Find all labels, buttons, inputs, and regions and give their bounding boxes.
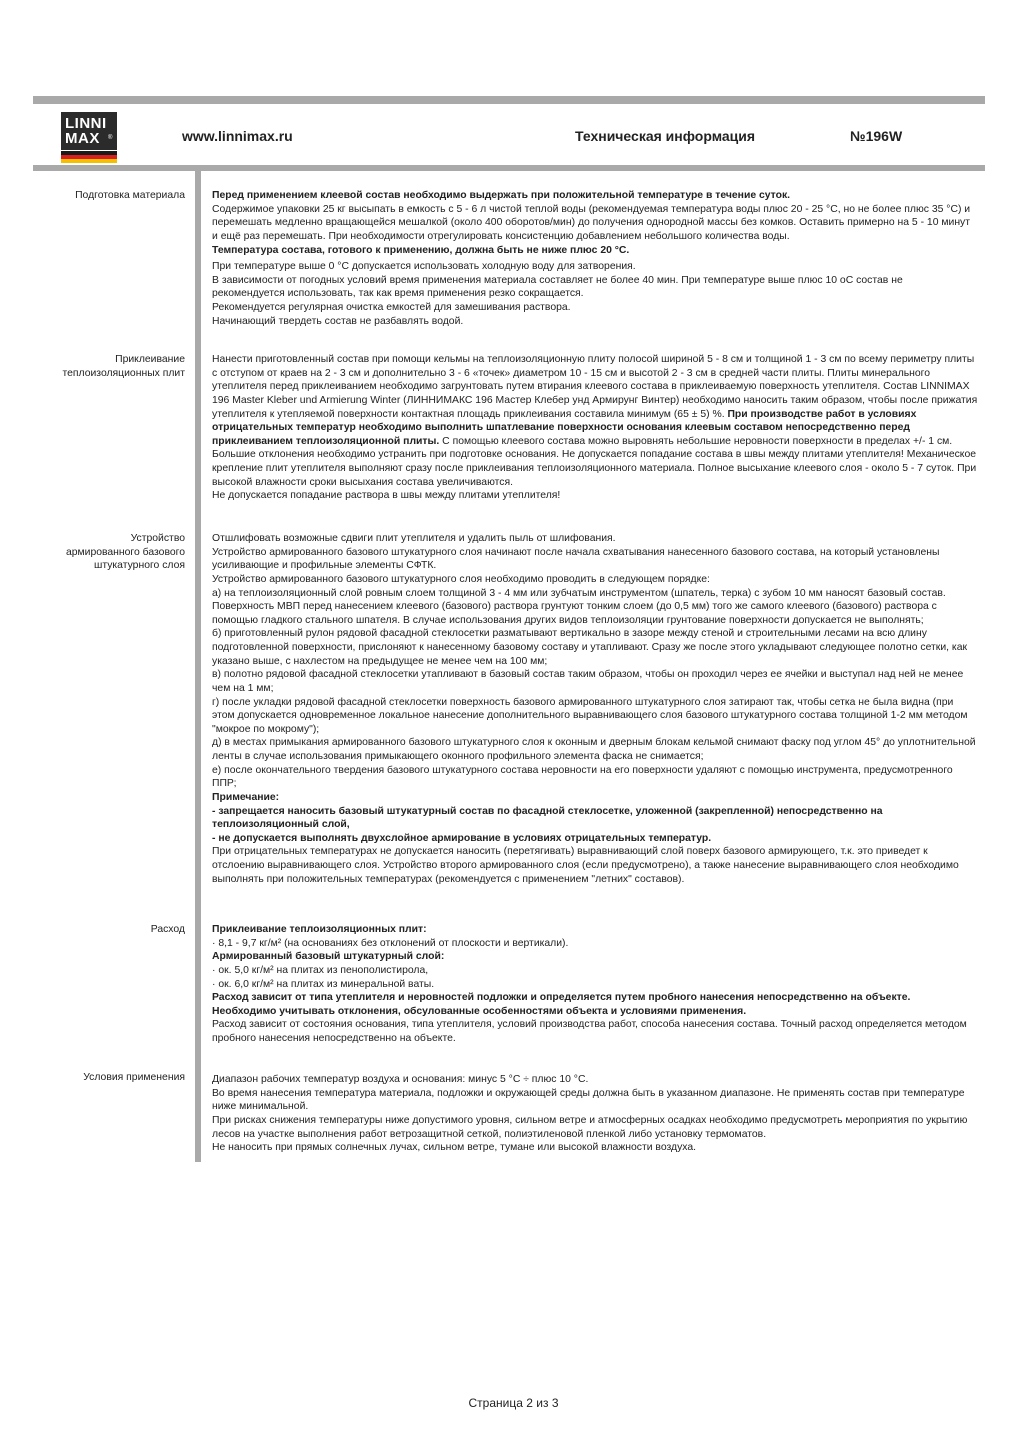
paragraph: а) на теплоизоляционный слой ровным слоем толщиной 3 - 4 мм или зубчатым инструментом (шпатель, терка) с зубом 10 мм наносят базовый состав. Поверхность МВП перед нанесением клеевого (базового) раствора грунтуют тонким слоем (до 0,5 мм) того же самого клеевого (базового) раствора с помощью гладкого стального шпателя. В случае использования других видов теплоизоляции грунтование поверхности допускается не выполнять; — [212, 587, 946, 626]
paragraph: Не допускается попадание раствора в швы между плитами утеплителя! — [212, 490, 561, 502]
section-label-preparation — [75, 189, 185, 203]
header-top-rule — [33, 96, 985, 104]
section-body-conditions — [212, 1073, 978, 1155]
page-word: Страница — [468, 1396, 523, 1410]
paragraph: Диапазон рабочих температур воздуха и основания: минус 5 °С ÷ плюс 10 °С. — [212, 1074, 589, 1085]
document-title: Техническая информация — [575, 128, 756, 144]
section-body-consumption — [212, 923, 978, 1046]
header-bottom-rule — [33, 165, 985, 171]
paragraph: Не наносить при прямых солнечных лучах, сильном ветре, тумане или высокой влажности воздуха. — [212, 1142, 697, 1154]
page-total: 3 — [551, 1396, 559, 1410]
document-number: №196W — [850, 128, 903, 144]
section-label-line: армированного базового — [65, 546, 185, 558]
text-run: Нанести приготовленный состав при помощи кельмы на теплоизоляционную плиту полосой шириной 5 - 8 см и толщиной 1 - 3 см по всему периметру плиты с отступом от краев на 2 - 3 см и дополнительно 3 - 6 «точек» диаметром 10 - 15 см и высотой 2 - 3 см в средней части плиты. Плиты минерального утеплителя перед приклеиванием необходимо загрунтовать путем втирания клеевого состава в приклеиваемую поверхность утеплителя. Состав LINNIMAX 196 Master Kleber und Armierung Winter (ЛИННИМАКС 196 Мастер Клебер унд Армирунг Винтер) необходимо наносить таким образом, чтобы после прижатия утеплителя к утепляемой поверхности контактная площадь приклеивания составила минимум (65 ± 5) %. — [212, 354, 978, 420]
paragraph: При температуре выше 0 °С допускается использовать холодную воду для затворения. — [212, 261, 636, 273]
note-heading: Примечание: — [212, 791, 280, 803]
website-url: www.linnimax.ru — [182, 128, 293, 144]
paragraph: б) приготовленный рулон рядовой фасадной стеклосетки разматывают вертикально в зазоре между стеной и строительными лесами на всю длину подготовленной поверхности, прислоняют к нанесенному базовому составу и утапливают. Сразу же после этого укладывают следующее полотно сетки, как указано выше, с нахлестом на предыдущее не менее чем на 100 мм; — [212, 628, 968, 667]
text-run: С помощью клеевого состава можно выровнять небольшие неровности поверхности в пределах +/- 1 см. Большие отклонения необходимо устранить при подготовке основания. Не допускается попадание состава в швы между плитами утеплителя! Механическое крепление плит утеплителя выполняют сразу после приклеивания теплоизоляционного материала. Полное высыхание клеевого слоя - около 5 - 7 суток. При высокой влажности сроки высыхания состава увеличиваются. — [212, 435, 977, 488]
paragraph: При отрицательных температурах не допускается наносить (перетягивать) выравнивающий слой поверх базового армирующего, т.к. это приведет к отслоению выравнивающего слоя. Устройство второго армированного слоя (если предусмотрено), а также нанесение выравнивающего слоя необходимо выполнять при положительных температурах (рекомендуется с применением "летних" составов). — [212, 846, 959, 885]
section-label-line: Устройство — [130, 533, 185, 544]
paragraph: Температура состава, готового к применению, должна быть не ниже плюс 20 °С. — [212, 244, 630, 256]
paragraph: Расход зависит от состояния основания, типа утеплителя, условий производства работ, способа нанесения состава. Точный расход определяется методом пробного нанесения непосредственно на объекте. — [212, 1019, 967, 1044]
paragraph: В зависимости от погодных условий время применения материала составляет не более 40 мин. При температуре выше плюс 10 оС состав не рекомендуется использовать, так как время применения резко сокращается. — [212, 274, 903, 300]
paragraph: Содержимое упаковки 25 кг высыпать в емкость с 5 - 6 л чистой теплой воды (рекомендуемая температура воды плюс 20 - 25 °С, но не более плюс 35 °С) и перемешать медленно вращающейся мешалкой (около 400 оборотов/мин) до получения однородной массы без комков. Оставить примерно на 5 - 10 минут и ещё раз перемешать. При необходимости отрегулировать консистенцию добавлением небольшого количества воды. — [212, 203, 971, 242]
logo-line-1: LINNI — [65, 115, 107, 132]
content-side-rule — [195, 171, 201, 1162]
paragraph: · ок. 5,0 кг/м² на плитах из пенополистирола, — [212, 964, 429, 976]
logo-registered-mark: ® — [108, 135, 113, 141]
paragraph: Расход зависит от типа утеплителя и неровностей подложки и определяется путем пробного нанесения непосредственно на объекте. — [212, 992, 911, 1004]
note-item: - запрещается наносить базовый штукатурный состав по фасадной стеклосетке, уложенной (закрепленной) непосредственно на теплоизоляционный слой, — [212, 805, 883, 831]
logo-flag-stripe-gold — [61, 159, 117, 163]
section-body-gluing — [212, 353, 978, 503]
section-label-conditions — [83, 1071, 185, 1085]
paragraph: в) полотно рядовой фасадной стеклосетки утапливают в базовый состав таким образом, чтобы он проходил через ее ячейки и выступал над ней не менее чем на 1 мм; — [212, 669, 964, 694]
section-label-reinforced-layer — [66, 532, 185, 573]
note-item: - не допускается выполнять двухслойное армирование в условиях отрицательных температур. — [212, 832, 712, 844]
paragraph: · ок. 6,0 кг/м² на плитах из минеральной ваты. — [212, 978, 435, 990]
paragraph: г) после укладки рядовой фасадной стеклосетки поверхность базового армированного штукатурного слоя затирают так, чтобы сетка не была видна (при этом допускается одновременное локальное нанесение дополнительного выравнивающего слоя базового штукатурного состава толщиной 1-2 мм методом "мокрое по мокрому"); — [212, 696, 968, 735]
section-label-consumption — [151, 923, 185, 937]
linnimax-logo — [61, 112, 117, 164]
paragraph: Приклеивание теплоизоляционных плит: — [212, 924, 427, 935]
paragraph: е) после окончательного твердения базового штукатурного состава неровности на его поверхности удаляют с помощью инструмента, предусмотренного ППР; — [212, 764, 953, 790]
paragraph: д) в местах примыкания армированного базового штукатурного слоя к оконным и дверным блокам кельмой снимают фаску под углом 45° до уплотнительной ленты в случае использования примыкающего оконного профильного элемента фаска не снимается; — [212, 737, 976, 762]
section-label-line: Подготовка материала — [75, 190, 185, 201]
paragraph — [212, 353, 978, 489]
paragraph: Устройство армированного базового штукатурного слоя необходимо проводить в следующем порядке: — [212, 573, 710, 585]
section-label-line: теплоизоляционных плит — [62, 367, 185, 379]
page-footer — [0, 1396, 1027, 1410]
paragraph: Армированный базовый штукатурный слой: — [212, 951, 445, 963]
section-body-reinforced-layer — [212, 532, 978, 886]
section-label-line: штукатурного слоя — [94, 560, 185, 572]
paragraph: Рекомендуется регулярная очистка емкостей для замешивания раствора. — [212, 302, 571, 313]
section-body-preparation — [212, 189, 978, 328]
section-label-line: Условия применения — [83, 1072, 185, 1083]
paragraph: · 8,1 - 9,7 кг/м² (на основаниях без отклонений от плоскости и вертикали). — [212, 937, 569, 949]
page-current: 2 — [526, 1396, 533, 1410]
section-label-line: Приклеивание — [115, 354, 185, 365]
paragraph: Устройство армированного базового штукатурного слоя начинают после начала схватывания нанесенного базового состава, на который установлены усиливающие и профильные элементы СФТК. — [212, 546, 940, 572]
paragraph: Перед применением клеевой состав необходимо выдержать при положительной температуре в течение суток. — [212, 190, 791, 201]
page-of: из — [536, 1396, 549, 1410]
section-label-gluing — [62, 353, 185, 380]
text-run-bold: При производстве работ в условиях отрицательных температур необходимо выполнить шпатлевание поверхности основания клеевым составом непосредственно перед приклеиванием теплоизоляционной плиты. — [212, 408, 917, 447]
section-label-line: Расход — [150, 924, 185, 935]
logo-line-2: MAX — [65, 130, 100, 147]
paragraph: Необходимо учитывать отклонения, обсулованные особенностями объекта и условиями применения. — [212, 1005, 747, 1017]
paragraph: Отшлифовать возможные сдвиги плит утеплителя и удалить пыль от шлифования. — [212, 533, 616, 544]
paragraph: Во время нанесения температура материала, подложки и окружающей среды должна быть в указанном диапазоне. Не применять состав при температуре ниже минимальной. — [212, 1087, 965, 1113]
paragraph: Начинающий твердеть состав не разбавлять водой. — [212, 315, 464, 327]
paragraph: При рисках снижения температуры ниже допустимого уровня, сильном ветре и атмосферных осадках необходимо предусмотреть мероприятия по укрытию лесов на участке выполнения работ ветрозащитной сеткой, полиэтиленовой пленкой либо установку термоматов. — [212, 1114, 968, 1140]
